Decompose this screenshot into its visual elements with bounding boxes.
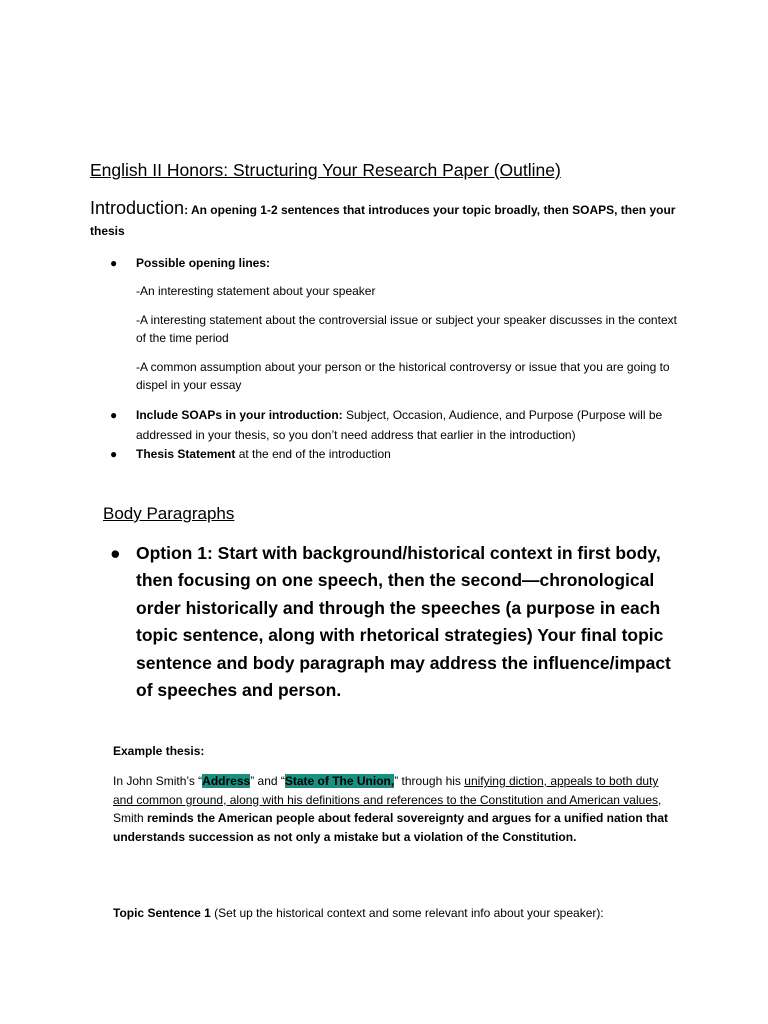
thesis-text-part: , Smith <box>113 792 662 825</box>
example-thesis-paragraph <box>113 772 678 846</box>
bullet-icon: ● <box>110 408 118 422</box>
thesis-text-part: ” through his <box>394 774 465 788</box>
bullet-icon: ● <box>110 543 121 563</box>
bullet-icon: ● <box>110 256 118 270</box>
opening-line-2: -A interesting statement about the controversial issue or subject your speaker discusses in the context of the time period <box>136 313 677 345</box>
highlight-address: Address <box>202 774 251 788</box>
underlined-strategies: unifying diction, appeals to both duty and common ground, along with his definitions and references to the Constitution and American values <box>113 774 659 807</box>
bullet-thesis-statement <box>108 444 688 464</box>
body-paragraphs-heading: Body Paragraphs <box>103 504 235 523</box>
opening-lines-label: Possible opening lines: <box>136 256 271 270</box>
highlight-state-of-the-union: State of The Union, <box>284 774 395 788</box>
thesis-claim: reminds the American people about federal sovereignty and argues for a unified nation that understands succession as not only a mistake but a violation of the Constitution. <box>113 811 669 844</box>
thesis-text-part: ” and “ <box>250 774 285 788</box>
soaps-label: Include SOAPs in your introduction: <box>136 408 343 422</box>
topic-sentence-1 <box>113 906 604 920</box>
thesis-text-part: In John Smith’s “ <box>113 774 203 788</box>
opening-line-3: -A common assumption about your person or the historical controversy or issue that you are going to dispel in your essay <box>136 360 670 392</box>
document-title: English II Honors: Structuring Your Research Paper (Outline) <box>90 160 561 180</box>
thesis-statement-text: at the end of the introduction <box>235 447 391 461</box>
introduction-paragraph <box>90 198 680 242</box>
topic-sentence-label: Topic Sentence 1 <box>113 906 211 920</box>
topic-sentence-text: (Set up the historical context and some relevant info about your speaker): <box>210 906 604 920</box>
bullet-soaps <box>108 405 688 445</box>
bullet-icon: ● <box>110 447 118 461</box>
example-thesis-label: Example thesis: <box>113 744 205 758</box>
introduction-heading: Introduction <box>90 198 185 218</box>
opening-line-1: -An interesting statement about your speaker <box>136 284 376 298</box>
thesis-statement-label: Thesis Statement <box>136 447 236 461</box>
option-1-text: Option 1: Start with background/historical context in first body, then focusing on one speech, then the second—chronological order historically and through the speeches (a purpose in each topic sentence, along with rhetorical strategies) Your final topic sentence and body paragraph may address the influence/impact of speeches and person. <box>136 543 671 701</box>
soaps-text: Subject, Occasion, Audience, and Purpose (Purpose will be addressed in your thesis, so you don’t need address that earlier in the introduction) <box>136 408 663 442</box>
bullet-opening-lines <box>108 253 688 273</box>
introduction-text: : An opening 1-2 sentences that introduces your topic broadly, then SOAPS, then your thesis <box>90 203 676 238</box>
option-1-item <box>110 540 690 704</box>
